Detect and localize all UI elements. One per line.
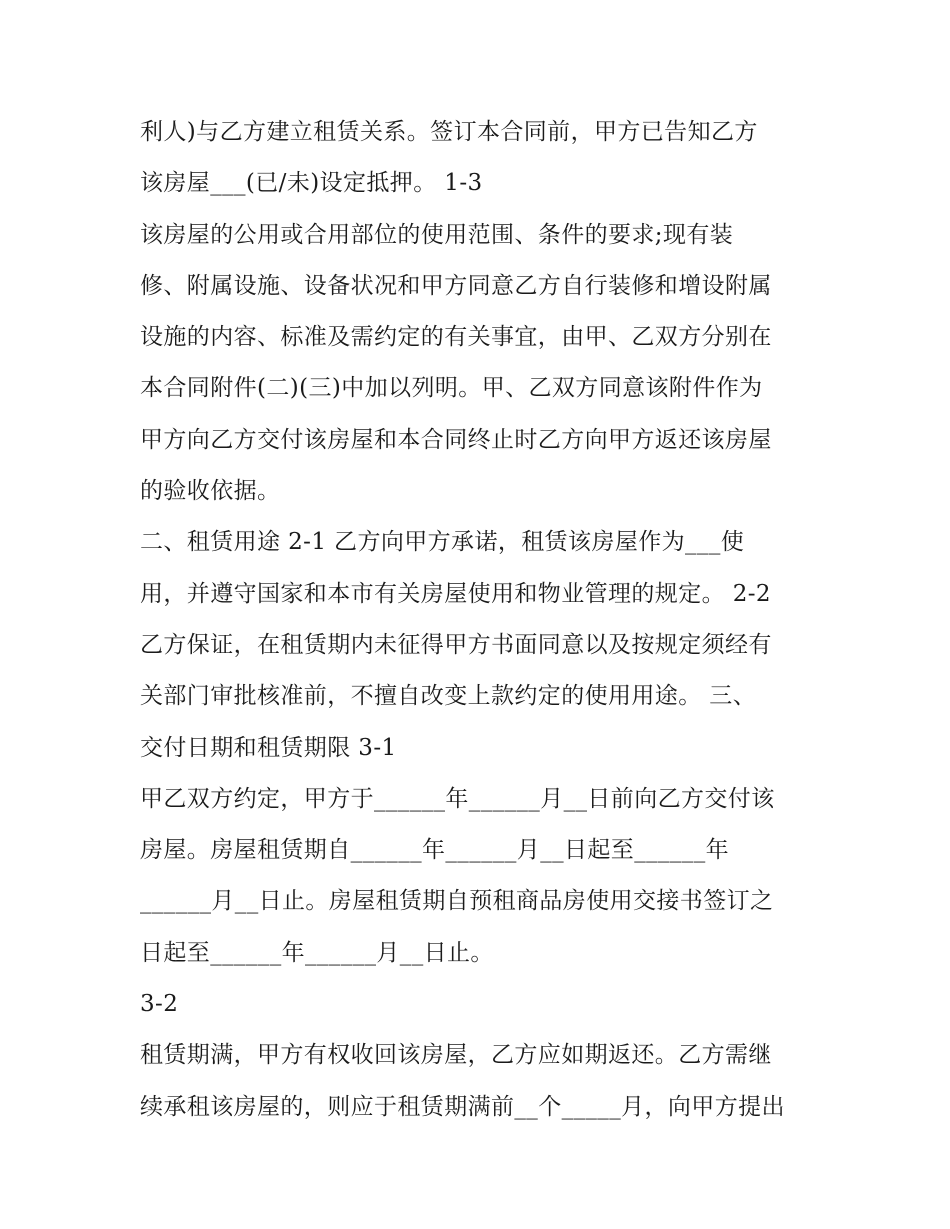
- text-line: 日起至______年______月__日止。: [140, 939, 494, 966]
- text-line: 修、附属设施、设备状况和甲方同意乙方自行装修和增设附属: [140, 272, 772, 299]
- clause-number-line: 3-2: [140, 991, 179, 1018]
- text-line: 甲方向乙方交付该房屋和本合同终止时乙方向甲方返还该房屋: [140, 426, 772, 453]
- text-line: 该房屋的公用或合用部位的使用范围、条件的要求;现有装: [140, 221, 734, 248]
- text-line: 的验收依据。: [140, 478, 281, 505]
- text-line: 关部门审批核准前，不擅自改变上款约定的使用用途。 三、: [140, 683, 757, 710]
- text-line: 乙方保证，在租赁期内未征得甲方书面同意以及按规定须经有: [140, 631, 772, 658]
- text-line: 租赁期满，甲方有权收回该房屋，乙方应如期返还。乙方需继: [140, 1042, 772, 1069]
- text-line: 甲乙双方约定，甲方于______年______月__日前向乙方交付该: [140, 785, 775, 812]
- section-heading-line: 交付日期和租赁期限 3-1: [140, 734, 397, 761]
- section-heading-line: 二、租赁用途 2-1 乙方向甲方承诺，租赁该房屋作为___使: [140, 529, 745, 556]
- text-line: 用，并遵守国家和本市有关房屋使用和物业管理的规定。 2-2: [140, 580, 771, 607]
- text-line: 设施的内容、标准及需约定的有关事宜，由甲、乙双方分别在: [140, 324, 772, 351]
- text-line: 该房屋___(已/未)设定抵押。 1-3: [140, 170, 483, 197]
- text-line: 续承租该房屋的，则应于租赁期满前__个_____月，向甲方提出: [140, 1093, 785, 1120]
- text-line: 利人)与乙方建立租赁关系。签订本合同前，甲方已告知乙方: [140, 119, 758, 145]
- text-line: 房屋。房屋租赁期自______年______月__日起至______年: [140, 837, 729, 864]
- document-body: [140, 107, 820, 1133]
- text-line: ______月__日止。房屋租赁期自预租商品房使用交接书签订之: [140, 888, 774, 915]
- text-line: 本合同附件(二)(三)中加以列明。甲、乙双方同意该附件作为: [140, 375, 763, 402]
